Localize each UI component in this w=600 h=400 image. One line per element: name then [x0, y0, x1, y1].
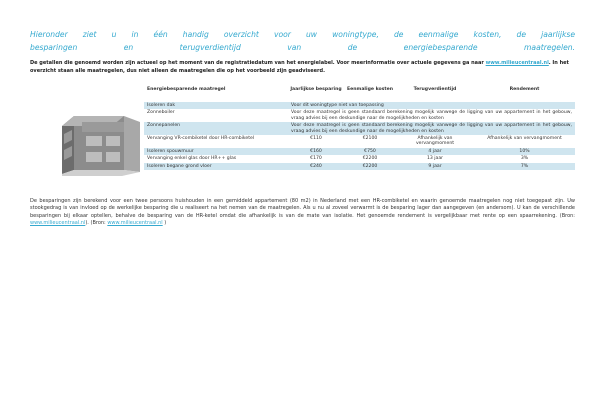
header-besparing: Jaarlijkse besparing: [290, 87, 342, 92]
row-kosten: €2200: [344, 155, 396, 162]
footer-close: ): [162, 220, 167, 227]
intro-heading: [30, 28, 575, 54]
row-measure: Isoleren spouwmuur: [144, 148, 288, 155]
row-measure: Isoleren begane grond vloer: [144, 163, 288, 170]
row-description: Voor deze maatregel is geen standaard berekening mogelijk vanwege de ligging van uw appartement in het gebouw, vraag advies bij een deskundige naar de mogelijkheden en kosten: [288, 122, 575, 135]
milieucentraal-link[interactable]: www.milieucentraal.nl: [485, 60, 549, 66]
house-building-icon: [62, 112, 144, 176]
header-rendement: Rendement: [509, 87, 540, 92]
table-header-row: [144, 86, 575, 102]
table-row: [144, 135, 575, 148]
notice-text-before: De getallen die genoemd worden zijn actueel op het moment van de registratiedatum van het energielabel. Voor meerinformatie over actuele gegevens ga naar: [30, 60, 486, 66]
row-description: Voor dit woningtype niet van toepassing: [288, 102, 575, 109]
table-row: [144, 163, 575, 170]
row-rendement: 10%: [474, 148, 575, 155]
footer-link-2[interactable]: www.milieucentraal.nl: [107, 220, 163, 227]
row-besparing: €240: [288, 163, 344, 170]
row-measure: Zonneboiler: [144, 109, 288, 122]
row-rendement: 7%: [474, 163, 575, 170]
footer-link-1[interactable]: www.milieucentraal.nl: [30, 220, 86, 227]
row-measure: Zonnepanelen: [144, 122, 288, 135]
row-besparing: €170: [288, 155, 344, 162]
footer-text: De besparingen zijn berekend voor een twee persoons huishouden in een gemiddeld appartement (80 m2) in Nederland met een HR-combiketel en waarin genoemde maatregelen nog niet toegepast zijn. Uw stookgedrag is van invloed op de werkelijke besparing die u realiseert na het nemen van de maatregelen. Als u nu al zoveel verwarmt is de besparing lager dan aangegeven (en andersom). U kan de verschillende besparingen bij elkaar optellen, behalve de besparing van de HR-ketel omdat die afhankelijk is van de mate van isolatie. Het genoemde rendement is vergelijkbaar met rente op een spaarrekening. (Bron:: [30, 198, 575, 219]
row-rendement: Afhankelijk van vervangmoment: [474, 135, 575, 148]
row-terugverdientijd: 9 jaar: [396, 163, 474, 170]
row-rendement: 3%: [474, 155, 575, 162]
row-kosten: €750: [344, 148, 396, 155]
notice-text-after: . In het overzicht staan alle maatregelen, dus niet alleen de maatregelen die op het voorbeeld zijn geadviseerd.: [30, 60, 569, 75]
row-terugverdientijd: Afhankelijk van vervangmoment: [396, 135, 474, 148]
row-kosten: €2100: [344, 135, 396, 148]
row-terugverdientijd: 13 jaar: [396, 155, 474, 162]
header-maatregel: Energiebesparende maatregel: [147, 87, 226, 92]
row-measure: Vervanging enkel glas door HR++ glas: [144, 155, 288, 162]
row-description: Voor deze maatregel is geen standaard berekening mogelijk vanwege de ligging van uw appartement in het gebouw, vraag advies bij een deskundige naar de mogelijkheden en kosten: [288, 109, 575, 122]
row-measure: Vervanging VR-combiketel door HR-combiketel: [144, 135, 288, 148]
row-measure: Isoleren dak: [144, 102, 288, 109]
header-terugverdientijd: Terugverdientijd: [413, 87, 457, 92]
table-row: [144, 102, 575, 109]
header-kosten: Eenmalige kosten: [347, 87, 393, 92]
footer-paragraph: [30, 198, 575, 228]
notice-paragraph: [30, 59, 580, 75]
measures-table: [144, 86, 575, 170]
table-row: [144, 109, 575, 122]
footer-text-end: ). (Bron:: [85, 220, 108, 227]
table-row: [144, 122, 575, 135]
intro-line-1: Hieronder ziet u in één handig overzicht voor uw woningtype, de eenmalige kosten, de jaarlijkse: [30, 30, 575, 39]
table-row: [144, 148, 575, 155]
row-besparing: €110: [288, 135, 344, 148]
table-row: [144, 155, 575, 162]
row-terugverdientijd: 4 jaar: [396, 148, 474, 155]
intro-line-2: besparingen en terugverdientijd van de energiebesparende maatregelen.: [30, 43, 575, 52]
row-kosten: €2200: [344, 163, 396, 170]
row-besparing: €160: [288, 148, 344, 155]
